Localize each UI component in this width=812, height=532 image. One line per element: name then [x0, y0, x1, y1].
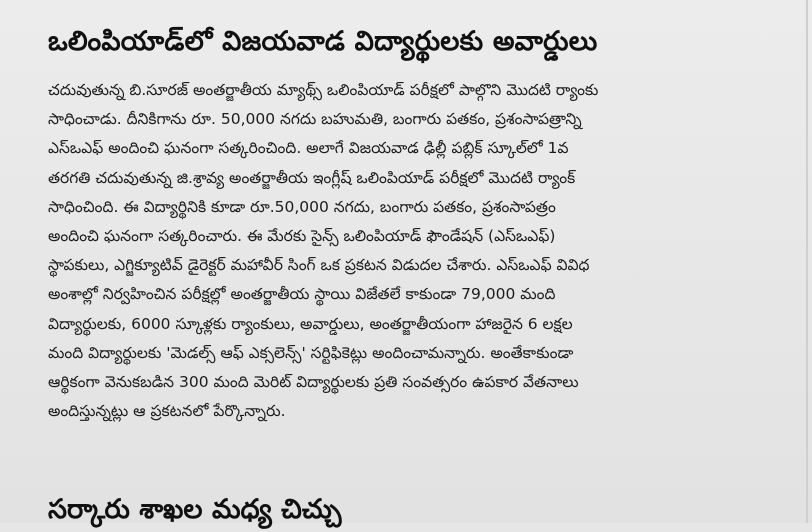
article-body	[48, 76, 792, 426]
article-line: ఎస్‌ఒఎఫ్ అందించి ఘనంగా సత్కరించింది. అలాగే విజయవాడ ఢిల్లీ పబ్లిక్ స్కూల్‌లో 1వ	[48, 139, 569, 158]
next-article-headline: సర్కారు శాఖల మధ్య చిచ్చు	[48, 494, 342, 525]
article-headline: ఒలింపియాడ్‌లో విజయవాడ విద్యార్థులకు అవార్డులు	[48, 26, 598, 57]
article-line: అందించి ఘనంగా సత్కరించారు. ఈ మేరకు సైన్స్ ఒలింపియాడ్ ఫౌండేషన్ (ఎస్‌ఒఎఫ్)	[48, 226, 556, 245]
article-line: మంది విద్యార్థులకు 'మెడల్స్ ఆఫ్ ఎక్సలెన్స్' సర్టిఫికెట్లు అందించామన్నారు. అంతేకాకుండా	[48, 343, 574, 362]
article-line: అంశాల్లో నిర్వహించిన పరీక్షల్లో అంతర్జాతీయ స్థాయి విజేతలే కాకుండా 79,000 మంది	[48, 285, 556, 304]
article-line: అందిస్తున్నట్లు ఆ ప్రకటనలో పేర్కొన్నారు.	[48, 402, 286, 421]
article-line: తరగతి చదువుతున్న జి.శ్రావ్య అంతర్జాతీయ ఇంగ్లీష్ ఒలింపియాడ్ పరీక్షలో మొదటి ర్యాంక్	[48, 168, 576, 187]
article-line: ఆర్థికంగా వెనుకబడిన 300 మంది మెరిట్ విద్యార్థులకు ప్రతి సంవత్సరం ఉపకార వేతనాలు	[48, 372, 579, 391]
article-line: సాధించాడు. దీనికిగాను రూ. 50,000 నగదు బహుమతి, బంగారు పతకం, ప్రశంసాపత్రాన్ని	[48, 110, 582, 129]
article-line: విద్యార్థులకు, 6000 స్కూళ్లకు ర్యాంకులు, అవార్డులు, అంతర్జాతీయంగా హాజరైన 6 లక్షల	[48, 314, 573, 333]
column-rule	[806, 0, 808, 523]
article-line: చదువుతున్న బి.సూరజ్ అంతర్జాతీయ మ్యాథ్స్ ఒలింపియాడ్ పరీక్షలో పాల్గొని మొదటి ర్యాంకు	[48, 81, 599, 99]
article-line: స్థాపకులు, ఎగ్జిక్యూటివ్ డైరెక్టర్ మహావీర్ సింగ్ ఒక ప్రకటన విడుదల చేశారు. ఎస్‌ఒఎఫ్ వివిధ	[48, 256, 590, 275]
article-line: సాధించింది. ఈ విద్యార్థినికి కూడా రూ.50,000 నగదు, బంగారు పతకం, ప్రశంసాపత్రం	[48, 197, 556, 216]
